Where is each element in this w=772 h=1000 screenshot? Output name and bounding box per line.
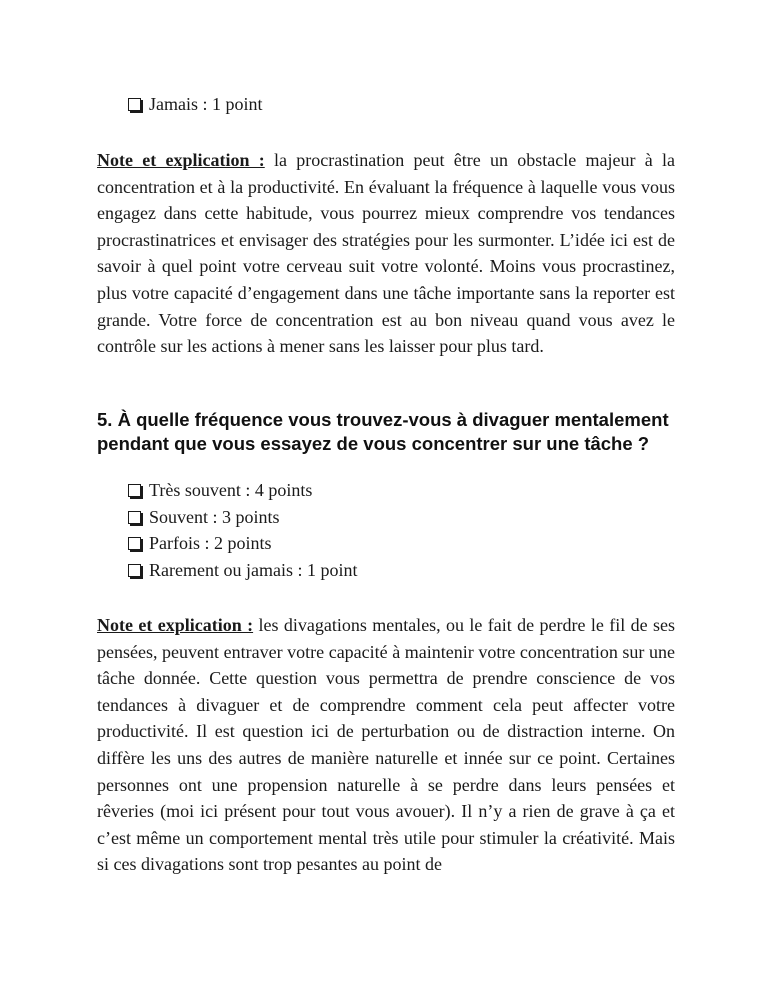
- option-rarement: [127, 557, 357, 583]
- note-paragraph-1: [97, 147, 675, 360]
- option-label: Très souvent : 4 points: [149, 480, 313, 500]
- option-jamais: [127, 91, 263, 117]
- option-parfois: [127, 530, 272, 556]
- option-souvent: [127, 504, 280, 530]
- checkbox-icon: [128, 564, 141, 577]
- note-paragraph-2: [97, 612, 675, 878]
- checkbox-icon: [128, 484, 141, 497]
- question-5-heading: 5. À quelle fréquence vous trouvez-vous à divaguer mentalement pendant que vous essayez de vous concentrer sur une tâche ?: [97, 409, 669, 454]
- option-label: Souvent : 3 points: [149, 507, 280, 527]
- option-label: Rarement ou jamais : 1 point: [149, 560, 358, 580]
- note-label: Note et explication :: [97, 615, 254, 635]
- checkbox-icon: [128, 537, 141, 550]
- checkbox-icon: [128, 511, 141, 524]
- option-tres-souvent: [127, 477, 312, 503]
- note-label: Note et explication :: [97, 150, 265, 170]
- checkbox-icon: [128, 98, 141, 111]
- option-label: Jamais : 1 point: [149, 94, 263, 114]
- note-text: les divagations mentales, ou le fait de perdre le fil de ses pensées, peuvent entraver votre capacité à maintenir votre concentration sur une tâche donnée. Cette question vous permettra de prendre conscience de vos tendances à divaguer et de comprendre comment cela peut affecter votre productivité. Il est question ici de perturbation ou de distraction interne. On diffère les uns des autres de manière naturelle et innée sur ce point. Certaines personnes ont une propension naturelle à se perdre dans leurs pensées et rêveries (moi ici présent pour tout vous avouer). Il n’y a rien de grave à ça et c’est même un comportement mental très utile pour stimuler la créativité. Mais si ces divagations sont trop pesantes au point de: [97, 615, 675, 875]
- note-text: la procrastination peut être un obstacle majeur à la concentration et à la productivité. En évaluant la fréquence à laquelle vous vous engagez dans cette habitude, vous pourrez mieux comprendre vos tendances procrastinatrices et envisager des stratégies pour les surmonter. L’idée ici est de savoir à quel point votre cerveau suit votre volonté. Moins vous procrastinez, plus votre capacité d’engagement dans une tâche importante sans la reporter est grande. Votre force de concentration est au bon niveau quand vous avez le contrôle sur les actions à mener sans les laisser pour plus tard.: [97, 150, 675, 357]
- option-label: Parfois : 2 points: [149, 533, 272, 553]
